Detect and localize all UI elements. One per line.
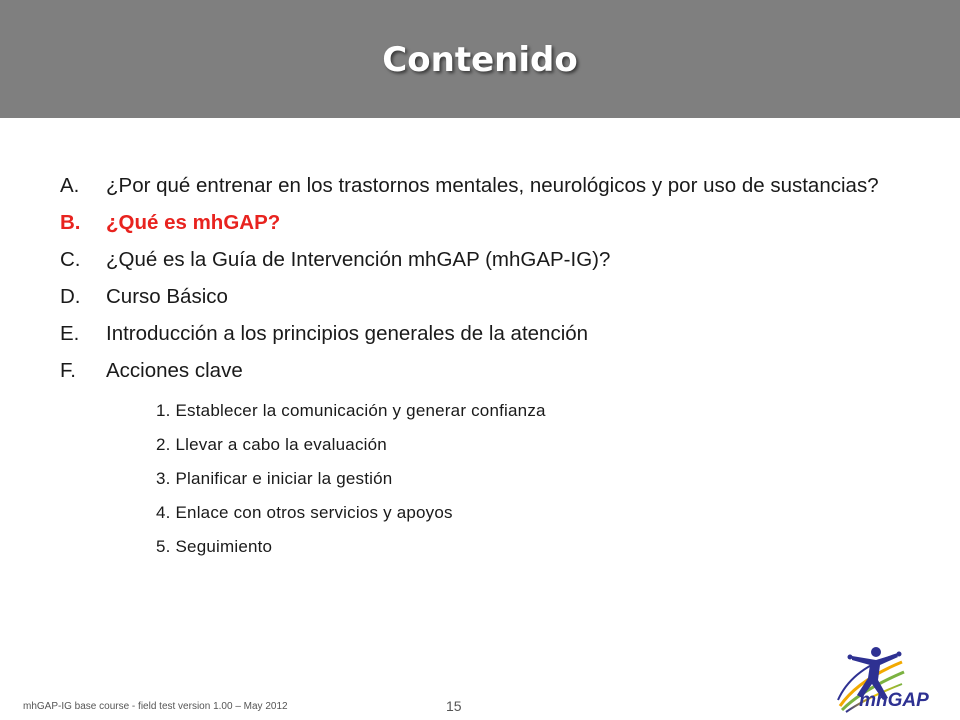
contents-list <box>60 172 900 564</box>
list-letter: D. <box>60 285 81 308</box>
list-letter: A. <box>60 174 80 197</box>
list-item-text: ¿Qué es la Guía de Intervención mhGAP (mhGAP-IG)? <box>106 248 611 271</box>
list-letter: F. <box>60 359 76 382</box>
sublist-item-1: 1. Establecer la comunicación y generar confianza <box>156 401 546 420</box>
footer-course-text: mhGAP-IG base course - field test version 1.00 – May 2012 <box>23 701 288 712</box>
mhgap-logo <box>832 640 952 716</box>
list-item-text: ¿Por qué entrenar en los trastornos mentales, neurológicos y por uso de sustancias? <box>106 174 879 197</box>
list-item-a <box>60 172 900 200</box>
list-letter: E. <box>60 322 80 345</box>
sublist-item-2: 2. Llevar a cabo la evaluación <box>156 435 387 454</box>
sublist-item-4: 4. Enlace con otros servicios y apoyos <box>156 503 453 522</box>
list-item-f <box>60 357 900 385</box>
key-actions-sublist <box>60 394 900 564</box>
list-letter: C. <box>60 248 81 271</box>
list-item-d <box>60 283 900 311</box>
list-letter: B. <box>60 211 81 234</box>
logo-text: mhGAP <box>859 690 929 711</box>
list-item-c <box>60 246 900 274</box>
list-item-b <box>60 209 900 237</box>
slide-title: Contenido <box>382 40 578 80</box>
list-item-text: Acciones clave <box>106 359 243 382</box>
sublist-item-3: 3. Planificar e iniciar la gestión <box>156 469 393 488</box>
list-item-text: Introducción a los principios generales de la atención <box>106 322 589 345</box>
sublist-item-5: 5. Seguimiento <box>156 537 273 556</box>
list-item-text: ¿Qué es mhGAP? <box>106 211 281 234</box>
list-item-e <box>60 320 900 348</box>
page-number: 15 <box>446 698 462 714</box>
list-item-text: Curso Básico <box>106 285 228 308</box>
